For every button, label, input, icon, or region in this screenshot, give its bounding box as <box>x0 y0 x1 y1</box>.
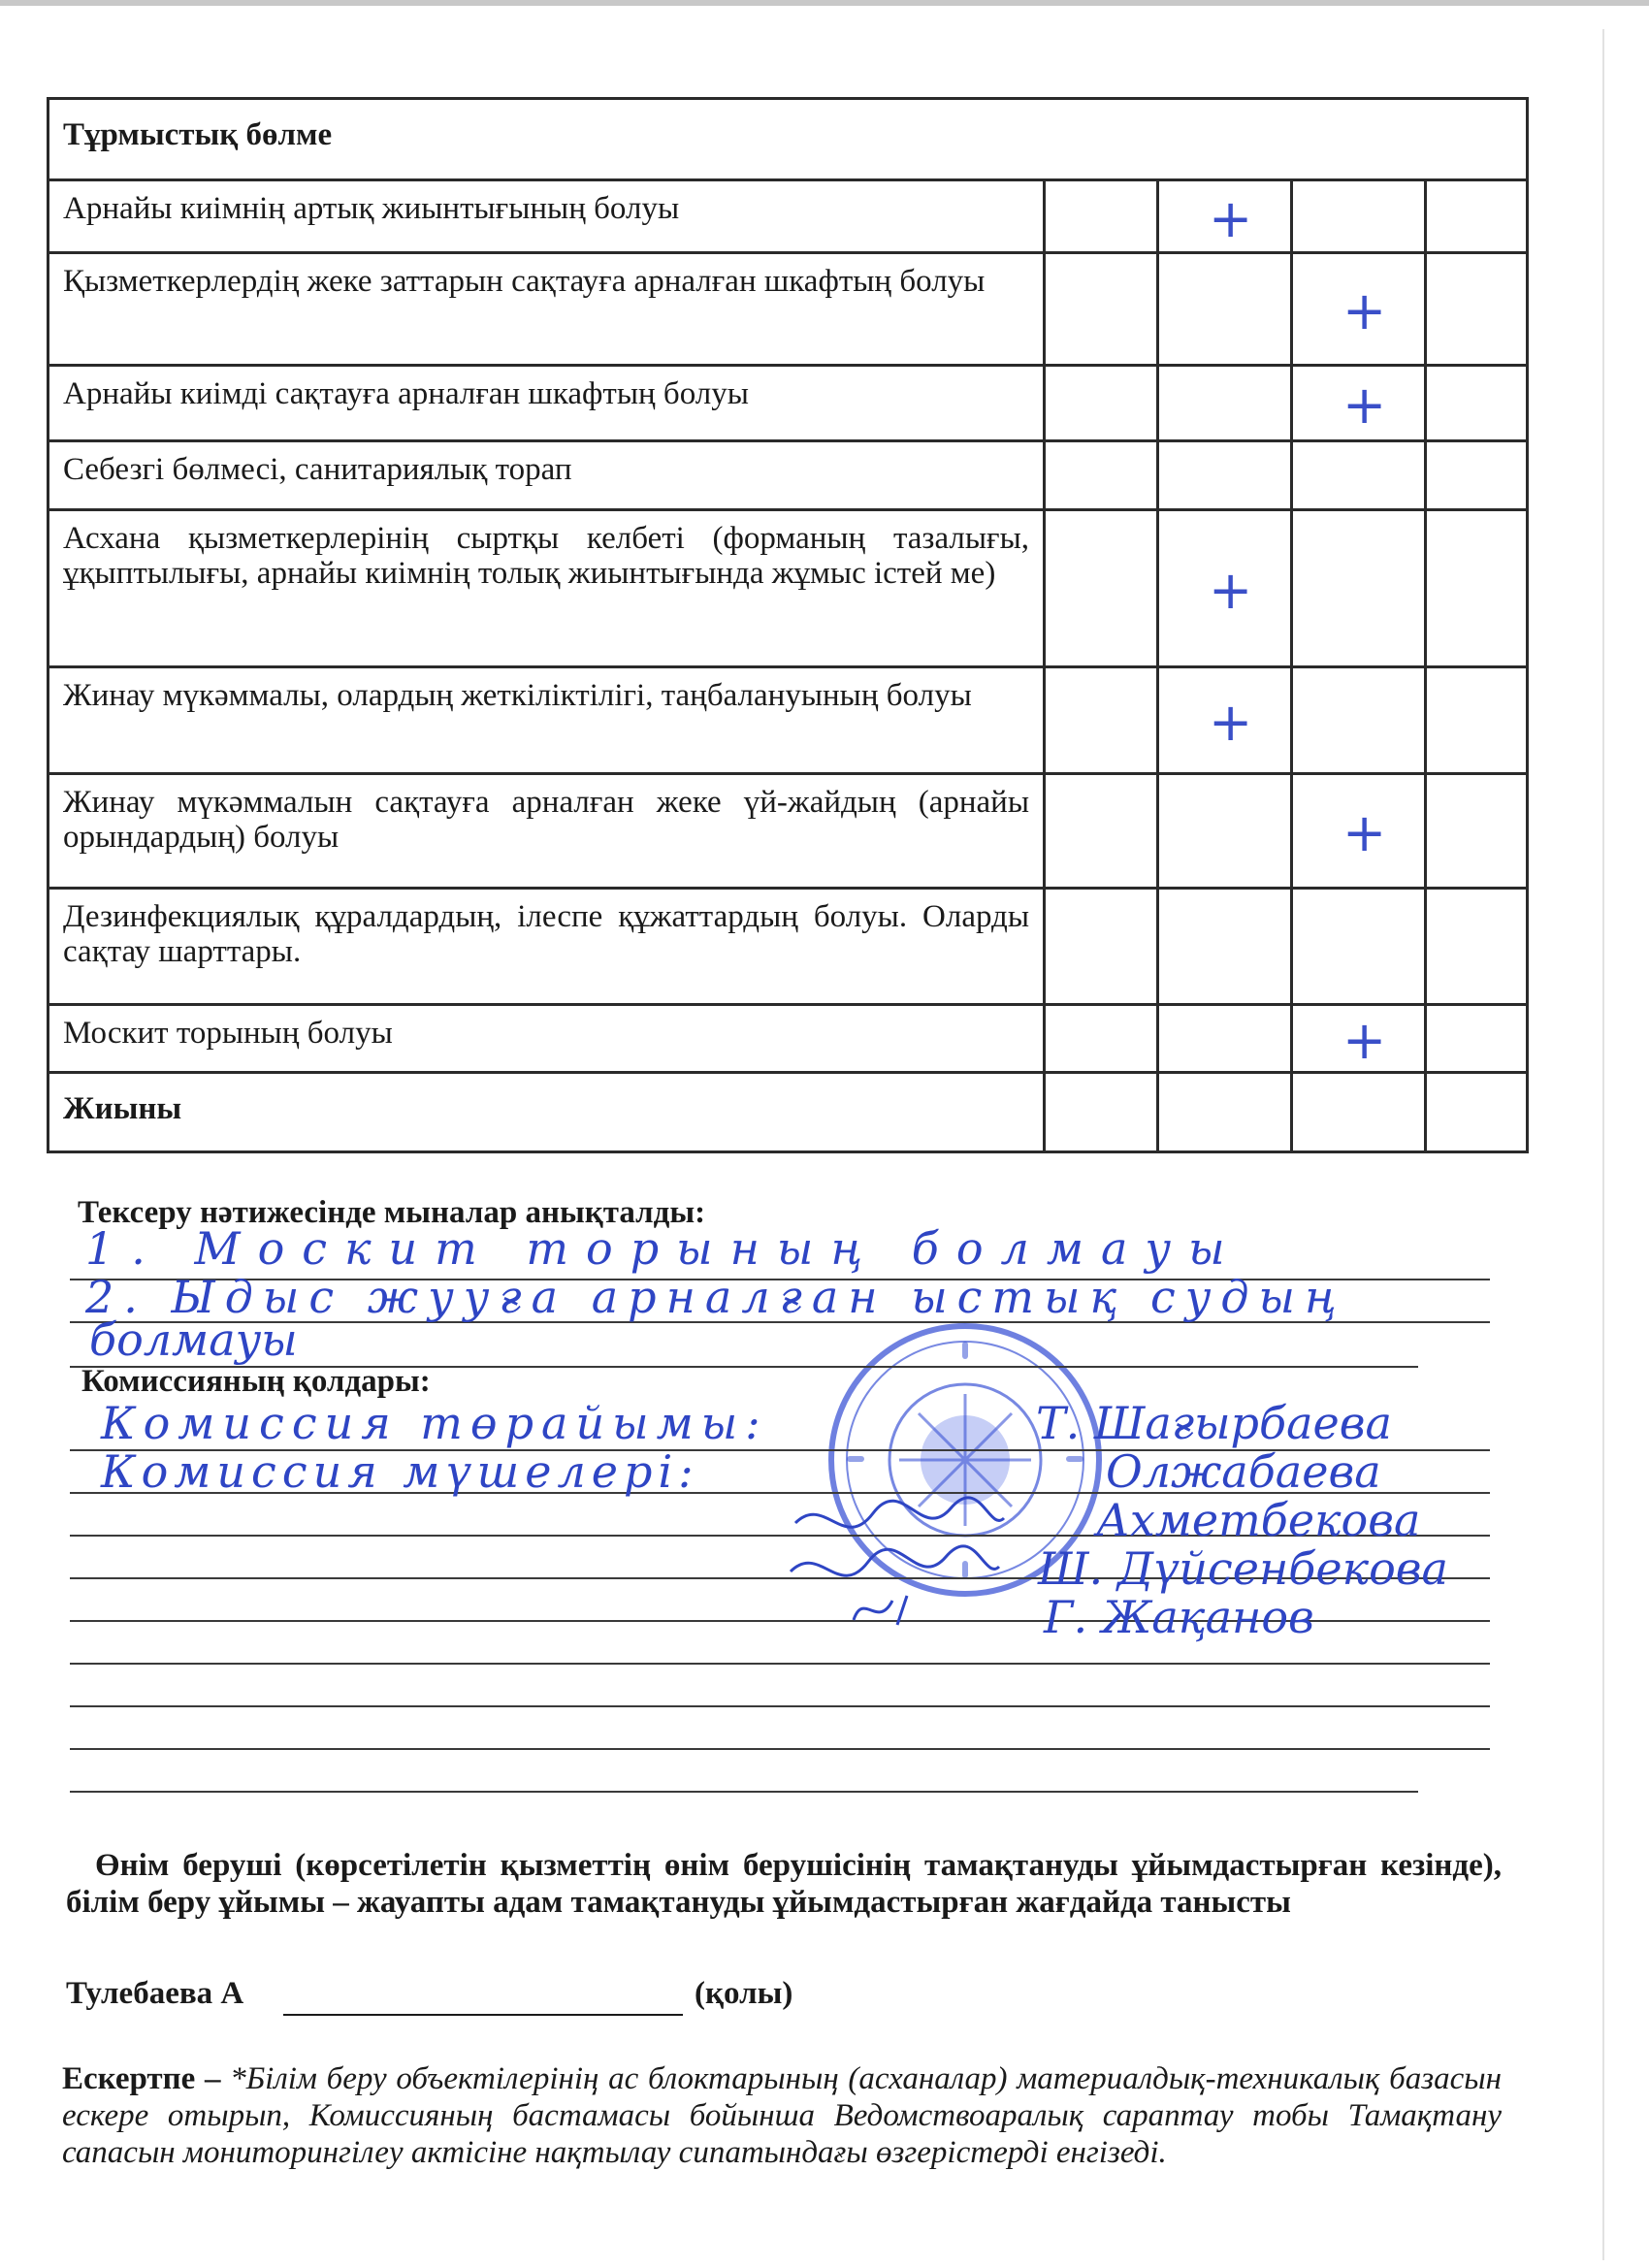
scan-right-edge <box>1602 29 1604 2260</box>
check-cell-4 <box>1427 181 1529 254</box>
check-cell-3 <box>1293 181 1427 254</box>
sign-line-8 <box>70 1748 1490 1750</box>
check-cell-4 <box>1427 367 1529 442</box>
total-cell-3 <box>1293 1074 1427 1153</box>
criterion-text: Жинау мүкәммалы, олардың жеткіліктілігі, таңбалануының болуы <box>47 668 1046 775</box>
check-cell-4 <box>1427 511 1529 668</box>
criterion-text: Қызметкерлердің жеке заттарын сақтауға арналған шкафтың болуы <box>47 254 1046 367</box>
section-title: Тұрмыстық бөлме <box>47 100 1529 181</box>
results-entry-3: болмауы <box>89 1313 298 1366</box>
scan-top-edge <box>0 0 1649 6</box>
check-cell-1 <box>1046 442 1159 511</box>
total-cell-2 <box>1159 1074 1293 1153</box>
table-row-mosquito-net <box>47 1006 1529 1074</box>
acquaint-text: Өнім беруші (көрсетілетін қызметтің өнім берушісінің тамақтануды ұйымдастырған кезінде), білім беру ұйымы – жауапты адам тамақтануды ұйымдастырған жағдайда таныcты <box>66 1848 1502 1920</box>
table-row-disinfectants <box>47 890 1529 1006</box>
check-cell-2 <box>1159 511 1293 668</box>
results-label: Тексеру нәтижесінде мыналар анықталды: <box>78 1195 706 1230</box>
total-cell-4 <box>1427 1074 1529 1153</box>
check-cell-1 <box>1046 367 1159 442</box>
check-cell-4 <box>1427 668 1529 775</box>
chair-label: Комиссия төрайымы: <box>101 1397 768 1449</box>
sign-line-6 <box>70 1663 1490 1665</box>
table-row-spare-uniform <box>47 181 1529 254</box>
check-mark: + <box>1342 374 1387 436</box>
check-cell-3 <box>1293 254 1427 367</box>
check-mark: + <box>1209 187 1253 249</box>
check-cell-1 <box>1046 254 1159 367</box>
criterion-text: Дезинфекциялық құралдардың, ілеспе құжаттардың болуы. Оларды сақтау шарттары. <box>47 890 1046 1006</box>
criterion-text: Себезгі бөлмесі, санитариялық торап <box>47 442 1046 511</box>
total-cell-1 <box>1046 1074 1159 1153</box>
check-cell-3 <box>1293 1006 1427 1074</box>
table-row-staff-lockers <box>47 254 1529 367</box>
check-mark: + <box>1342 280 1387 341</box>
check-mark: + <box>1342 1010 1387 1071</box>
footnote-lead: Ескертпе – <box>62 2061 221 2096</box>
acquaint-name: Тулебаева А <box>66 1976 244 2011</box>
signer-name-1: Т. Шағырбаева <box>1036 1397 1392 1449</box>
sign-line-7 <box>70 1705 1490 1707</box>
check-cell-3 <box>1293 668 1427 775</box>
check-cell-1 <box>1046 511 1159 668</box>
check-cell-4 <box>1427 1006 1529 1074</box>
acquaint-sign-note: (қолы) <box>695 1976 793 2011</box>
check-cell-1 <box>1046 890 1159 1006</box>
check-cell-3 <box>1293 511 1427 668</box>
total-label: Жиыны <box>47 1074 1046 1153</box>
check-mark: + <box>1209 692 1253 753</box>
criterion-text: Асхана қызметкерлерінің сыртқы келбеті (форманың тазалығы, ұқыптылығы, арнайы киімнің толық жиынтығында жұмыс істей ме) <box>47 511 1046 668</box>
check-cell-4 <box>1427 442 1529 511</box>
criterion-text: Москит торының болуы <box>47 1006 1046 1074</box>
table-row-cleaning-inventory <box>47 668 1529 775</box>
check-cell-4 <box>1427 775 1529 890</box>
signer-name-5: Г. Жақанов <box>1044 1591 1314 1643</box>
signature-scribbles-icon <box>786 1494 1009 1639</box>
table-row-inventory-storage <box>47 775 1529 890</box>
signer-name-4: Ш. Дүйсенбекова <box>1038 1542 1448 1595</box>
members-label: Комиссия мүшелері: <box>101 1445 699 1498</box>
check-cell-2 <box>1159 254 1293 367</box>
results-entry-1: 1. Москит торының болмауы <box>85 1222 1243 1275</box>
check-cell-3 <box>1293 890 1427 1006</box>
check-cell-3 <box>1293 442 1427 511</box>
check-cell-1 <box>1046 668 1159 775</box>
check-cell-3 <box>1293 775 1427 890</box>
criterion-text: Арнайы киімді сақтауға арналған шкафтың болуы <box>47 367 1046 442</box>
check-cell-2 <box>1159 668 1293 775</box>
sign-line-9 <box>70 1791 1418 1793</box>
check-cell-1 <box>1046 775 1159 890</box>
table-section-header <box>47 97 1529 181</box>
criterion-text: Жинау мүкәммалын сақтауға арналған жеке үй-жайдың (арнайы орындардың) болуы <box>47 775 1046 890</box>
check-cell-1 <box>1046 181 1159 254</box>
footnote <box>62 2060 1502 2171</box>
check-cell-1 <box>1046 1006 1159 1074</box>
signatures-label: Комиссияның қолдары: <box>81 1364 431 1399</box>
check-cell-2 <box>1159 775 1293 890</box>
check-cell-2 <box>1159 181 1293 254</box>
check-cell-4 <box>1427 890 1529 1006</box>
results-entry-2: 2. Ыдыс жууға арналған ыстық судың <box>85 1271 1346 1323</box>
footnote-text: *Білім беру объектілерінің ас блоктарының (асханалар) материалдық-техникалық базасын ескере отырып, Комиссияның бастамасы бойынша Ведомствоаралық сараптау тобы Тамақтану сапасын мониторингілеу актісіне нақтылау сипатындағы өзгерістерді енгізеді. <box>62 2061 1502 2170</box>
check-cell-4 <box>1427 254 1529 367</box>
table-row-shower-room <box>47 442 1529 511</box>
check-cell-2 <box>1159 890 1293 1006</box>
table-row-total <box>47 1074 1529 1153</box>
signer-name-3: Ахметбекова <box>1096 1494 1421 1546</box>
check-mark: + <box>1209 560 1253 621</box>
signer-name-2: Олжабаева <box>1106 1445 1381 1498</box>
check-cell-2 <box>1159 1006 1293 1074</box>
table-row-uniform-cabinet <box>47 367 1529 442</box>
table-row-staff-appearance <box>47 511 1529 668</box>
check-cell-2 <box>1159 442 1293 511</box>
acquaint-sign-line <box>283 2014 683 2016</box>
check-mark: + <box>1342 802 1387 863</box>
check-cell-3 <box>1293 367 1427 442</box>
check-cell-2 <box>1159 367 1293 442</box>
criterion-text: Арнайы киімнің артық жиынтығының болуы <box>47 181 1046 254</box>
